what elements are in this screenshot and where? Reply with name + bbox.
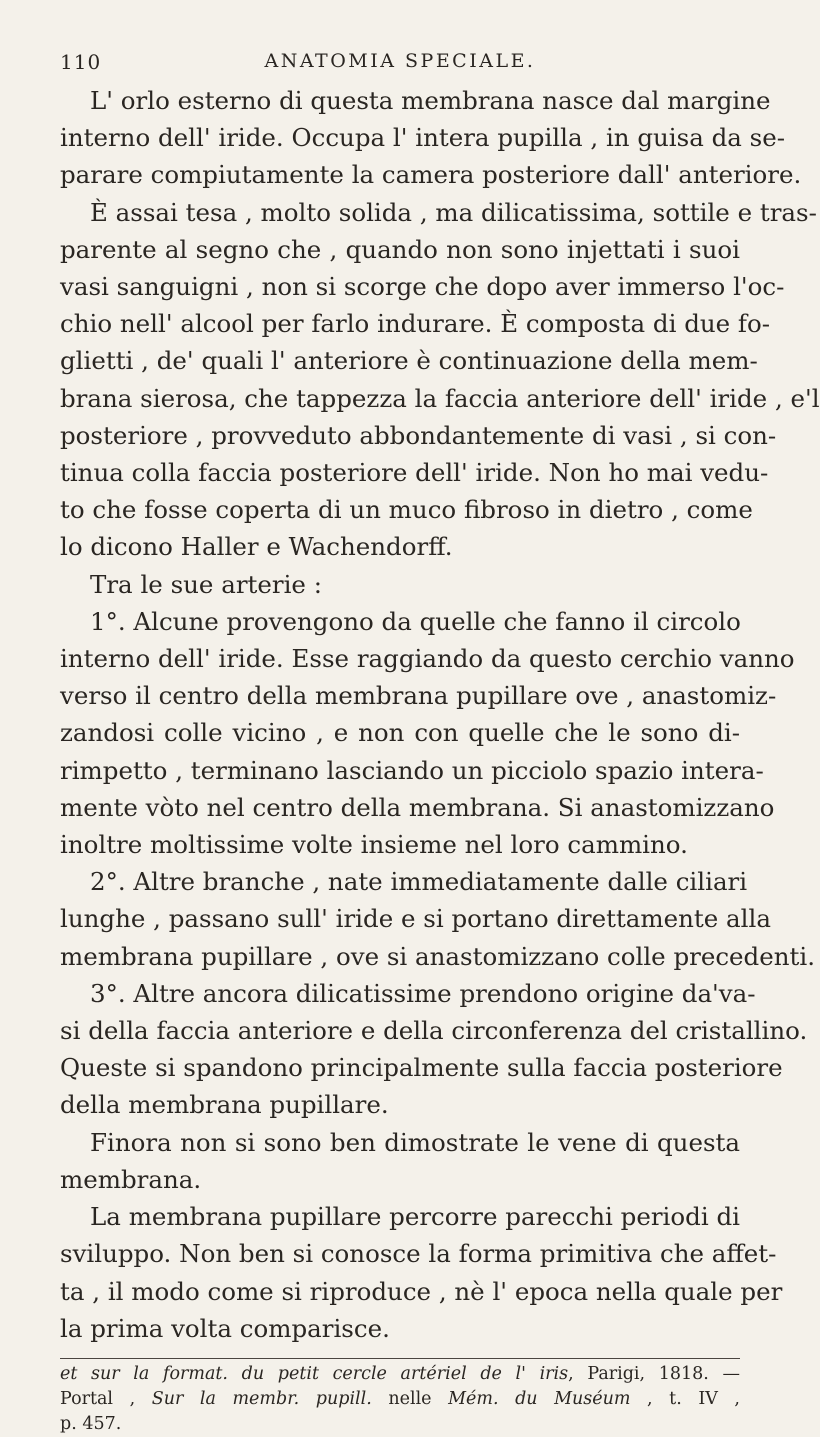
footnote-journal: Mém. du Muséum (448, 1389, 631, 1409)
text-line: interno dell' iride. Occupa l' intera pupilla , in guisa da se- (60, 123, 786, 153)
text-line: 3°. Altre ancora dilicatissime prendono origine da'va- (90, 978, 756, 1008)
page-header (60, 50, 740, 80)
footnote (60, 1362, 740, 1437)
text-line: L' orlo esterno di questa membrana nasce dal margine (90, 86, 771, 115)
text-line: parente al segno che , quando non sono injettati i suoi (60, 234, 740, 264)
text-line: la prima volta comparisce. (60, 1313, 390, 1343)
text-line: posteriore , provveduto abbondantemente di vasi , si con- (60, 420, 777, 450)
text-line: inoltre moltissime volte insieme nel loro cammino. (60, 830, 688, 860)
footnote-line: p. 457. (60, 1414, 122, 1434)
text-line: ta , il modo come si riproduce , nè l' epoca nella quale per (60, 1276, 783, 1306)
text-line: membrana. (60, 1164, 202, 1194)
text-line: si della faccia anteriore e della circonferenza del cristallino. (60, 1016, 808, 1046)
text-line: sviluppo. Non ben si conosce la forma primitiva che affet- (60, 1239, 777, 1269)
text-line: membrana pupillare , ove si anastomizzano colle precedenti. (60, 941, 815, 971)
text-line: lunghe , passano sull' iride e si portano direttamente alla (60, 904, 771, 934)
text-line: vasi sanguigni , non si scorge che dopo aver immerso l'oc- (60, 272, 785, 302)
footnote-volume: , t. IV , (630, 1389, 740, 1409)
footnote-connector: nelle (371, 1389, 449, 1409)
footnote-title: et sur la format. du petit cercle artériel de l' iris (60, 1364, 569, 1384)
footnote-title: Sur la membr. pupill. (151, 1389, 372, 1409)
text-line: to che fosse coperta di un muco fibroso in dietro , come (60, 495, 753, 525)
text-line: Tra le sue arterie : (90, 569, 322, 599)
text-line: rimpetto , terminano lasciando un picciolo spazio intera- (60, 755, 764, 785)
text-line: glietti , de' quali l' anteriore è continuazione della mem- (60, 346, 758, 376)
text-line: chio nell' alcool per farlo indurare. È composta di due fo- (60, 309, 771, 339)
text-line: tinua colla faccia posteriore dell' iride. Non ho mai vedu- (60, 458, 769, 488)
text-line: zandosi colle vicino , e non con quelle che le sono di- (60, 718, 740, 748)
page-number: 110 (60, 50, 102, 74)
text-line: La membrana pupillare percorre parecchi periodi di (90, 1202, 740, 1232)
text-line: lo dicono Haller e Wachendorff. (60, 532, 453, 562)
text-line: Queste si spandono principalmente sulla faccia posteriore (60, 1053, 783, 1083)
text-line: parare compiutamente la camera posteriore dall' anteriore. (60, 160, 802, 190)
text-line: della membrana pupillare. (60, 1090, 389, 1120)
text-line: 1°. Alcune provengono da quelle che fanno il circolo (90, 606, 741, 636)
footnote-author: Portal , (60, 1389, 152, 1409)
running-head: ANATOMIA SPECIALE. (264, 50, 536, 72)
text-line: 2°. Altre branche , nate immediatamente dalle ciliari (90, 867, 748, 897)
text-line: È assai tesa , molto solida , ma dilicatissima, sottile e tras- (90, 197, 817, 227)
footnote-line (60, 1387, 740, 1412)
text-line: brana sierosa, che tappezza la faccia anteriore dell' iride , e'l (60, 383, 820, 413)
text-line: verso il centro della membrana pupillare ove , anastomiz- (60, 681, 777, 711)
footnote-line (60, 1362, 740, 1387)
text-line: Finora non si sono ben dimostrate le vene di questa (90, 1127, 740, 1157)
text-line: mente vòto nel centro della membrana. Si anastomizzano (60, 792, 775, 822)
footnote-rule (60, 1358, 740, 1359)
footnote-citation: , Parigi, 1818. — (568, 1364, 740, 1384)
text-line: interno dell' iride. Esse raggiando da questo cerchio vanno (60, 644, 795, 674)
body-text (60, 82, 820, 1347)
